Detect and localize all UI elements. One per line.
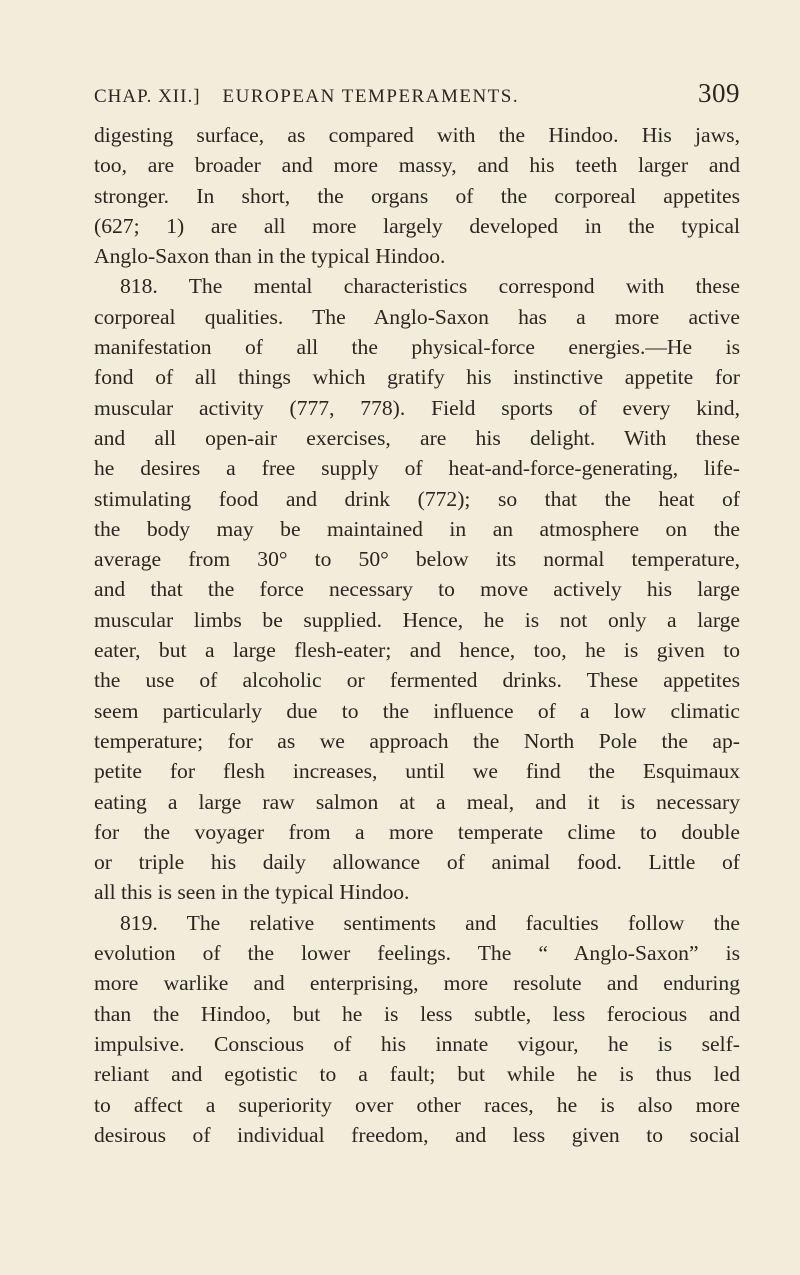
text-line: stronger. In short, the organs of the corporeal appetites bbox=[94, 183, 740, 208]
text-line: or triple his daily allowance of animal food. Little of bbox=[94, 850, 740, 875]
text-line: digesting surface, as compared with the Hindoo. His jaws, bbox=[94, 123, 740, 147]
text-line: fond of all things which gratify his instinctive appetite for bbox=[94, 365, 740, 390]
text-line: seem particularly due to the influence of a low climatic bbox=[94, 698, 740, 723]
text-line: and that the force necessary to move actively his large bbox=[94, 577, 740, 602]
text-line: Anglo-Saxon than in the typical Hindoo. bbox=[94, 244, 446, 269]
text-line: 818. The mental characteristics correspond with these bbox=[120, 274, 740, 299]
body-text bbox=[94, 120, 740, 1150]
text-line: evolution of the lower feelings. The “ Anglo-Saxon” is bbox=[94, 941, 740, 966]
text-line: manifestation of all the physical-force energies.—He is bbox=[94, 335, 740, 360]
text-line: to affect a superiority over other races, he is also more bbox=[94, 1092, 740, 1117]
page-number: 309 bbox=[698, 78, 740, 108]
text-line: the body may be maintained in an atmosphere on the bbox=[94, 516, 740, 541]
text-line: than the Hindoo, but he is less subtle, less ferocious and bbox=[94, 1001, 740, 1026]
text-line: muscular activity (777, 778). Field sports of every kind, bbox=[94, 395, 740, 420]
text-line: he desires a free supply of heat-and-force-generating, life- bbox=[94, 456, 740, 481]
text-line: 819. The relative sentiments and faculties follow the bbox=[120, 910, 740, 935]
running-head bbox=[94, 78, 740, 110]
text-line: desirous of individual freedom, and less given to social bbox=[94, 1122, 740, 1147]
text-line: impulsive. Conscious of his innate vigour, he is self- bbox=[94, 1031, 740, 1056]
text-line: stimulating food and drink (772); so that the heat of bbox=[94, 486, 740, 511]
text-line: muscular limbs be supplied. Hence, he is not only a large bbox=[94, 607, 740, 632]
running-title: EUROPEAN TEMPERAMENTS. bbox=[222, 86, 520, 107]
text-line: corporeal qualities. The Anglo-Saxon has a more active bbox=[94, 304, 740, 329]
text-line: more warlike and enterprising, more resolute and enduring bbox=[94, 971, 740, 996]
text-line: eater, but a large flesh-eater; and hence, too, he is given to bbox=[94, 638, 740, 663]
text-line: average from 30° to 50° below its normal temperature, bbox=[94, 547, 740, 572]
chapter-label: CHAP. XII.] bbox=[94, 86, 201, 107]
text-line: reliant and egotistic to a fault; but while he is thus led bbox=[94, 1062, 740, 1087]
text-line: for the voyager from a more temperate clime to double bbox=[94, 819, 740, 844]
text-line: petite for flesh increases, until we find the Esquimaux bbox=[94, 759, 740, 784]
text-line: all this is seen in the typical Hindoo. bbox=[94, 880, 410, 905]
text-line: (627; 1) are all more largely developed in the typical bbox=[94, 213, 740, 238]
text-line: temperature; for as we approach the North Pole the ap- bbox=[94, 728, 740, 753]
text-line: too, are broader and more massy, and his teeth larger and bbox=[94, 153, 740, 178]
text-line: and all open-air exercises, are his delight. With these bbox=[94, 425, 740, 450]
text-line: eating a large raw salmon at a meal, and it is necessary bbox=[94, 789, 740, 814]
text-line: the use of alcoholic or fermented drinks. These appetites bbox=[94, 668, 740, 693]
